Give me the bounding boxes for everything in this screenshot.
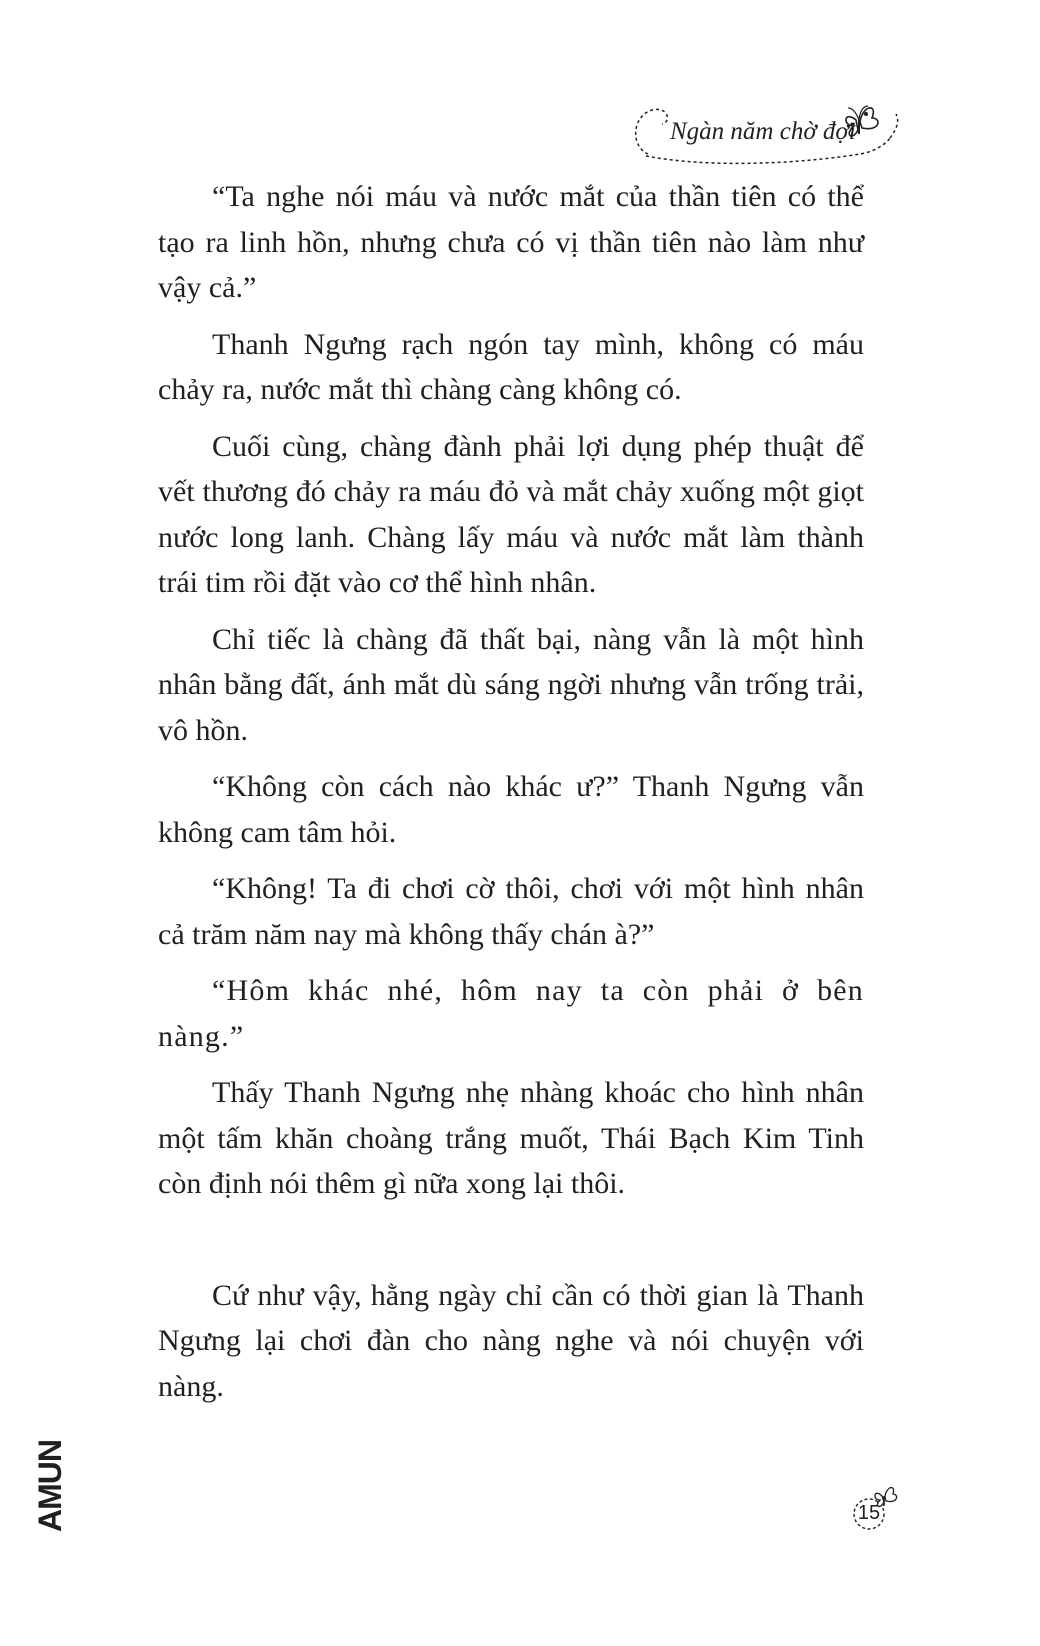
header-title: Ngàn năm chờ đợi xyxy=(670,118,856,145)
publisher-logo-text: AMUN xyxy=(32,1440,68,1532)
paragraph: Cứ như vậy, hằng ngày chỉ cần có thời gian là Thanh Ngưng lại chơi đàn cho nàng nghe và nói chuyện với nàng. xyxy=(158,1278,864,1403)
paragraph: “Hôm khác nhé, hôm nay ta còn phải ở bên nàng.” xyxy=(158,974,864,1053)
paragraph: “Không! Ta đi chơi cờ thôi, chơi với một hình nhân cả trăm năm nay mà không thấy chán à?” xyxy=(158,872,864,951)
body-text xyxy=(158,174,864,1420)
paragraph: Thanh Ngưng rạch ngón tay mình, không có máu chảy ra, nước mắt thì chàng càng không có. xyxy=(158,327,864,406)
paragraph: Chỉ tiếc là chàng đã thất bại, nàng vẫn là một hình nhân bằng đất, ánh mắt dù sáng ngời nhưng vẫn trống trải, vô hồn. xyxy=(158,622,864,747)
paragraph: Thấy Thanh Ngưng nhẹ nhàng khoác cho hình nhân một tấm khăn choàng trắng muốt, Thái Bạch Kim Tinh còn định nói thêm gì nữa xong lại thôi. xyxy=(158,1076,864,1200)
publisher-logo xyxy=(28,1436,74,1536)
page-number-text: 15 xyxy=(857,1502,881,1524)
paragraph: Cuối cùng, chàng đành phải lợi dụng phép thuật để vết thương đó chảy ra máu đỏ và mắt chảy xuống một giọt nước long lanh. Chàng lấy máu và nước mắt làm thành trái tim rồi đặt vào cơ thể hình nhân. xyxy=(158,429,864,599)
paragraph: “Không còn cách nào khác ư?” Thanh Ngưng vẫn không cam tâm hỏi. xyxy=(158,770,864,849)
paragraph: “Ta nghe nói máu và nước mắt của thần tiên có thể tạo ra linh hồn, nhưng chưa có vị thần tiên nào làm như vậy cả.” xyxy=(158,180,864,304)
page-number xyxy=(844,1482,904,1542)
running-header xyxy=(628,94,918,180)
